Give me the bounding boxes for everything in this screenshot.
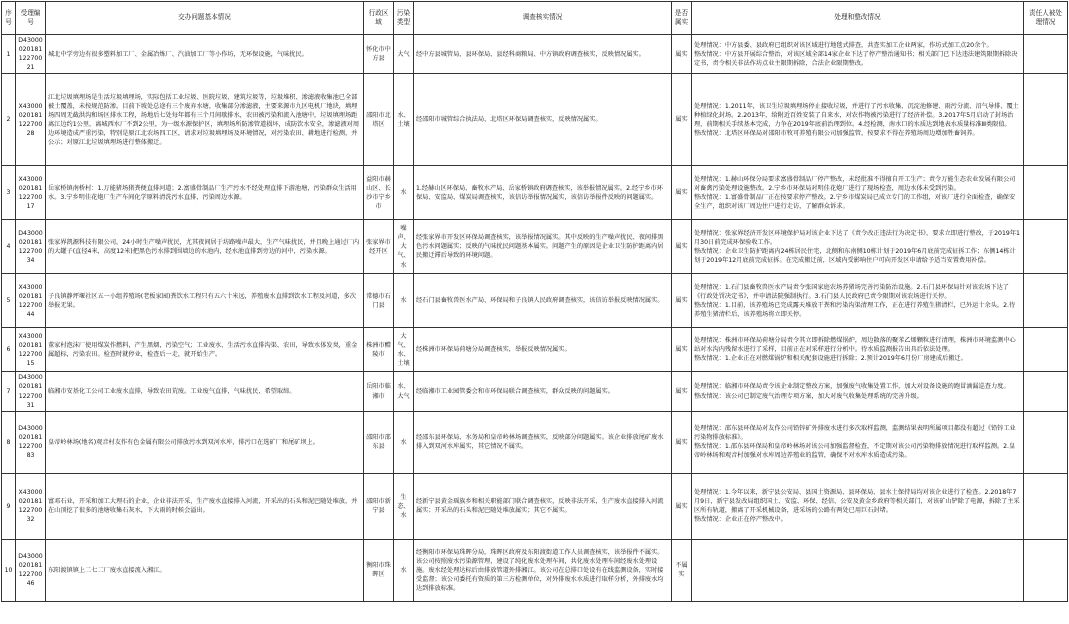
- cell-issue: 富邓石业，开采和加工大理石的企业，企业非法开采，生产废水直接排入河流，开采出的石头和泥巴随处堆放，并在山顶挖了很多的池塘收集石灰水，下大雨的时候会溢出。: [46, 473, 364, 539]
- table-row: [2, 35, 1068, 74]
- cell-id: X4300002018112270032: [16, 473, 46, 539]
- cell-handling: [692, 539, 1024, 601]
- cell-pollution: 水: [394, 274, 414, 328]
- header-region: 行政区域: [364, 2, 394, 35]
- cell-issue: 岳家桥镇南桥村：1.万能猪场猪粪便直排河道；2.富盛骨制品厂生产污水不经处理直排下游池塘，污染群众生活用水。3.宁乡明佳花炮厂生产车间化学原料清洗污水直排，污染周边水源。: [46, 166, 364, 220]
- cell-investigation: 经株洲市环保局荷塘分局调查核实，举报反映情况属实。: [414, 328, 672, 372]
- cell-id: D4300002018112270021: [16, 35, 46, 74]
- cell-issue: 江北垃圾填埋场是生活垃圾填埋场，实际包括工业垃圾、医院垃圾、建筑垃圾等，垃圾堆积、渗滤液收集池已全部被土覆盖，未按规范防渗。目前下坡处总途有三个废弃水塘，收集部分渗滤液，主要来源市九区电机厂地块，填埋场四周无截洪沟和场区排水工程，场地后七处每年都有三个月间歇排水，农田被污染和流入池塘中，垃圾填埋场距离江边约1公里，离城西水厂不到2公里，为一级水源保护区，填埋场所防渗管道损坏，成防饮水安全，渗滤液对周边环境造成严重污染，特别是原江北农场四工区，请求对垃圾填埋场及环境情况，对污染农田、耕地进行检测，并公示；对原江北垃圾填埋场进行整体搬迁。: [46, 74, 364, 166]
- table-row: [2, 473, 1068, 539]
- cell-investigation: 经衡阳市环保局珠晖分局，珠晖区政府及东阳渡街道工作人员调查核实，该举报件不属实。该公司按照废水污染源管理，建设了纯化废水处理车间，共化废水处理车间经废水处理设施。废水经处理达标后由排放管道外排湘江。该公司在总排口处设有在线监测设备，实时接受监督；该公司委托有资质的第三方检测单位，对外排废水水质进行取样分析，外排废水均达到排放标准。: [414, 539, 672, 601]
- cell-id: X4300002018112270015: [16, 328, 46, 372]
- cell-investigation: 经邵东县环保局、水务局和皇帝岭林场调查核实，反映部分问题属实。该企业排放尾矿废水排入到双河水库属实，其它情况不属实。: [414, 411, 672, 473]
- cell-region: 益阳市赫山区、长沙市宁乡市: [364, 166, 394, 220]
- cell-verified: 属实: [672, 35, 692, 74]
- table-row: [2, 539, 1068, 601]
- cell-region: 岳阳市临湘市: [364, 372, 394, 411]
- cell-region: 株洲市醴陵市: [364, 328, 394, 372]
- cell-accountability: [1024, 539, 1068, 601]
- cell-verified: 属实: [672, 372, 692, 411]
- cell-seq: 6: [2, 328, 16, 372]
- header-handling: 处理和整改情况: [692, 2, 1024, 35]
- cell-verified: 不属实: [672, 539, 692, 601]
- cell-verified: 属实: [672, 166, 692, 220]
- cell-investigation: 经张家界市开发区环保局调查核实，该举报情况属实。其中反映的生产噪声扰民、夜间排黑色污水问题属实；反映的气味扰民问题基本属实。问题产生的原因是企业卫生防护距离内居民搬迁滞后导致的环境问题。: [414, 220, 672, 274]
- cell-accountability: [1024, 473, 1068, 539]
- cell-pollution: 水: [394, 539, 414, 601]
- cell-id: X4300002018112270044: [16, 274, 46, 328]
- cell-accountability: [1024, 328, 1068, 372]
- cell-handling: 处理情况：中方县委、县政府已组织对该区域进行地毯式排查，共查实加工企业两家，作坊式加工点20余个。 整改情况：中方县开展综合整治，对该区域全部14家企业下达了停产整治通知书；相关部门已下达违法建筑限期拆除决定书，责令相关非法作坊点业主限期拆除，合法企业限期整改。: [692, 35, 1024, 74]
- cell-issue: 皇帝岭林场(地名)观音村友作有色金属有限公司排放污水到双河水库，排污口在选矿厂和尾矿坝上。: [46, 411, 364, 473]
- cell-pollution: 水、大气: [394, 372, 414, 411]
- complaint-table: [1, 1, 1068, 602]
- table-row: [2, 166, 1068, 220]
- cell-pollution: 水、土壤: [394, 74, 414, 166]
- cell-id: X4300002018112270017: [16, 166, 46, 220]
- cell-verified: 属实: [672, 473, 692, 539]
- cell-issue: 临湘市安基化工公司工业废水直排，导致农田荒废。工业废气直排，气味扰民，希望取缔。: [46, 372, 364, 411]
- cell-handling: 处理情况：1.2011年，该卫生垃圾填埋场停止接收垃圾，并进行了污水收集、沉淀池修建、雨污分流、沼气导排、覆土种植绿化封场。2.2013年，给附近百姓安装了自来水，对农作物被污染进行了经济补偿。3.2017年5月启动了封场治理，前期相关手续基本完成，力争在2019年底前治理到位。4.经检测，南水口的水质达到地表水质量标准Ⅲ类限值。 整改情况：北塔区环保局对邵阳市牧可养殖有限公司加强监管，按要求不得在养殖场周边增加牲畜饲养。: [692, 74, 1024, 166]
- cell-issue: 子良镇静坪堰社区五一小组养殖场(老板家园)粪饮水工程只有五六十米远，养殖废水直排到饮水工程及河道，多次举报无果。: [46, 274, 364, 328]
- cell-handling: 处理情况：株洲市环保局荷塘分局责令其立即拆除燃煤锅炉，周边散落的聚苯乙烯颗粒进行清理，株洲市环境监测中心站对水沟内残留水进行了采样，目前正在对采样进行分析中。待水质监测报告出具后依法处理。 整改情况：1.企业正在对燃煤锅炉和相关配套设施进行拆除；2.预计2019年6月份厂房建成后搬迁。: [692, 328, 1024, 372]
- cell-seq: 3: [2, 166, 16, 220]
- cell-verified: 属实: [672, 328, 692, 372]
- cell-accountability: [1024, 35, 1068, 74]
- header-issue: 交办问题基本情况: [46, 2, 364, 35]
- cell-verified: 属实: [672, 274, 692, 328]
- header-verified: 是否属实: [672, 2, 692, 35]
- cell-investigation: 经邵阳市城管综合执法局、北塔区环保局调查核实，反映情况属实。: [414, 74, 672, 166]
- cell-seq: 5: [2, 274, 16, 328]
- cell-id: D4300002018112270034: [16, 220, 46, 274]
- header-investigation: 调查核实情况: [414, 2, 672, 35]
- header-row: [2, 2, 1068, 35]
- table-row: [2, 372, 1068, 411]
- cell-region: 常德市石门县: [364, 274, 394, 328]
- cell-issue: 张家界凯源科技有限公司，24小时生产噪声扰民，尤其夜间居于坊路噪声最大，生产气味扰民，并且晚上通过厂内的大罐子(直径4米，高度12米)把黑色污水排到围墙边的水池内，经水池直排到旁边的河中，污染水源。: [46, 220, 364, 274]
- cell-accountability: [1024, 274, 1068, 328]
- header-pollution: 污染类型: [394, 2, 414, 35]
- cell-seq: 10: [2, 539, 16, 601]
- cell-accountability: [1024, 411, 1068, 473]
- header-accountability: 责任人被处理情况: [1024, 2, 1068, 35]
- cell-handling: 处理情况：临湘市环保局责令该企业制定整改方案，加强废气收集处置工作，加大对设备设施的跑冒滴漏巡查力度。 整改情况：该公司已制定废气治理专项方案，加大对废气收集处理系统的完善升级。: [692, 372, 1024, 411]
- cell-pollution: 水: [394, 411, 414, 473]
- table-row: [2, 328, 1068, 372]
- cell-accountability: [1024, 372, 1068, 411]
- cell-seq: 9: [2, 473, 16, 539]
- cell-accountability: [1024, 220, 1068, 274]
- header-seq: 序号: [2, 2, 16, 35]
- cell-id: X4300002018112270028: [16, 74, 46, 166]
- cell-pollution: 水: [394, 166, 414, 220]
- cell-region: 怀化市中方县: [364, 35, 394, 74]
- cell-region: 邵阳市邵东县: [364, 411, 394, 473]
- cell-accountability: [1024, 74, 1068, 166]
- cell-seq: 8: [2, 411, 16, 473]
- cell-id: D4300002018112270046: [16, 539, 46, 601]
- cell-handling: 处理情况：张家界经济开发区环境保护局对该企业下达了《责令改正违法行为决定书》，要求立即进行整改，于2019年1月30日前完成环保验收工作。 整改情况：企业卫生防护距离内24栋居民住宅，北侧和东南侧10栋计划于2019年6月底前完成征拆工作；东侧14栋计划于2019年12月底前完成征拆。在完成搬迁前，区域内受影响住户可向开发区申请给予适当安置费用补偿。: [692, 220, 1024, 274]
- cell-verified: 属实: [672, 74, 692, 166]
- cell-region: 邵阳市新宁县: [364, 473, 394, 539]
- cell-region: 邵阳市北塔区: [364, 74, 394, 166]
- header-id: 受理编号: [16, 2, 46, 35]
- table-body: [2, 35, 1068, 602]
- table-row: [2, 274, 1068, 328]
- cell-seq: 1: [2, 35, 16, 74]
- cell-pollution: 大气、水、土壤: [394, 328, 414, 372]
- cell-id: D4300002018112270031: [16, 372, 46, 411]
- cell-seq: 7: [2, 372, 16, 411]
- cell-accountability: [1024, 166, 1068, 220]
- table-row: [2, 74, 1068, 166]
- cell-seq: 2: [2, 74, 16, 166]
- cell-verified: 属实: [672, 411, 692, 473]
- table-row: [2, 220, 1068, 274]
- cell-verified: 属实: [672, 220, 692, 274]
- cell-pollution: 噪声、大气、水: [394, 220, 414, 274]
- cell-region: 衡阳市珠晖区: [364, 539, 394, 601]
- cell-issue: 城北中学旁边有很多塑料加工厂、金属冶炼厂、汽油加工厂等小作坊，无环保设施，气味扰民。: [46, 35, 364, 74]
- table-row: [2, 411, 1068, 473]
- cell-issue: 东阳渡镇镇上二七二厂废水直接流入湘江。: [46, 539, 364, 601]
- cell-pollution: 生态、水: [394, 473, 414, 539]
- cell-investigation: 经新宁县黄金瑶族乡和相关职能部门联合调查核实，反映非法开采，生产废水直接排入河流属实；开采出的石头和泥巴随处堆放属实；其它不属实。: [414, 473, 672, 539]
- cell-seq: 4: [2, 220, 16, 274]
- cell-handling: 处理情况：1.石门县畜牧兽医水产局责令张国家庭农场养猪场完善污染防治设施。2.石门县环保局针对该农场下达了《行政处罚决定书》，并申请法院强制执行。3.石门县人民政府已责令限期对该农场进行关停。 整改情况：1.目前，该养殖场已完成露天堆放干粪和污染沟渠清理工作，正在进行养殖生猪清栏，已外运十余头。2.待养殖生猪清栏后，该养殖场将立即关停。: [692, 274, 1024, 328]
- cell-investigation: 经临湘市工业园管委会和市环保局联合调查核实，群众反映的问题属实。: [414, 372, 672, 411]
- cell-id: D4300002018112270083: [16, 411, 46, 473]
- cell-region: 张家界市经开区: [364, 220, 394, 274]
- cell-pollution: 大气: [394, 35, 414, 74]
- cell-handling: 处理情况：邵东县环保局对友作公司铅锌矿外排废水进行多次取样监测，监测结果表明所属项目都没有超过《铅锌工业污染物排放标准》。 整改情况：1.邵东县环保局和皇帝岭林场对该公司加强监督检查，不定期对该公司污染物排放情况进行取样监测。2.皇帝岭林场和观音村加强对水库周边养殖业的监管，确保不对水库水质造成污染。: [692, 411, 1024, 473]
- cell-issue: 董家村泡沫厂使用煤炭作燃料，产生黑烟，污染空气；工业废水、生活污水直排沟渠、农田，导致水体发臭，重金属超标，污染农田。检查时就停业，检查后一走，就开始生产。: [46, 328, 364, 372]
- cell-investigation: 经石门县畜牧兽医水产局、环保局和子良镇人民政府调查核实，该信访举报反映情况属实。: [414, 274, 672, 328]
- cell-investigation: 经中方县城管局、县环保局、县经科商粮局、中方镇政府调查核实，反映情况属实。: [414, 35, 672, 74]
- cell-investigation: 1.经赫山区环保局、畜牧水产局、岳家桥镇政府调查核实，该举报情况属实。2.经宁乡市环保局、安监局、煤炭局调查核实，该信访举报情况属实，该信访举报件反映的问题属实。: [414, 166, 672, 220]
- cell-handling: 处理情况：1.赫山环保分局要求富盛骨制品厂停产整改，未经批准不得擅自开工生产；责令万能生态农业发展有限公司对畜禽污染处理设施整改。2.宁乡市环保局对明佳花炮厂进行了现场检查，周边水体未受到污染。 整改情况：1.富盛骨制品厂正在按要求停产整改。2.宁乡市煤炭局已成立专门的工作组，对该厂进行全面检查，确保安全生产，组织对该厂周边住户进行走访，了解群众诉求。: [692, 166, 1024, 220]
- cell-handling: 处理情况：1.今年以来，新宁县公安局、县国土资源局、县环保局、县水土保持局均对该企业进行了检查。2.2018年7月9日，新宁县发改局组织国土、安监、环保、经信、公安及黄金乡政府等相关部门，对该矿山铲除了电源，拆除了主采区所有轨道，搬离了开采机械设备，进采场的公路有两处已用巨石封堵。 整改情况：企业正在停产整改中。: [692, 473, 1024, 539]
